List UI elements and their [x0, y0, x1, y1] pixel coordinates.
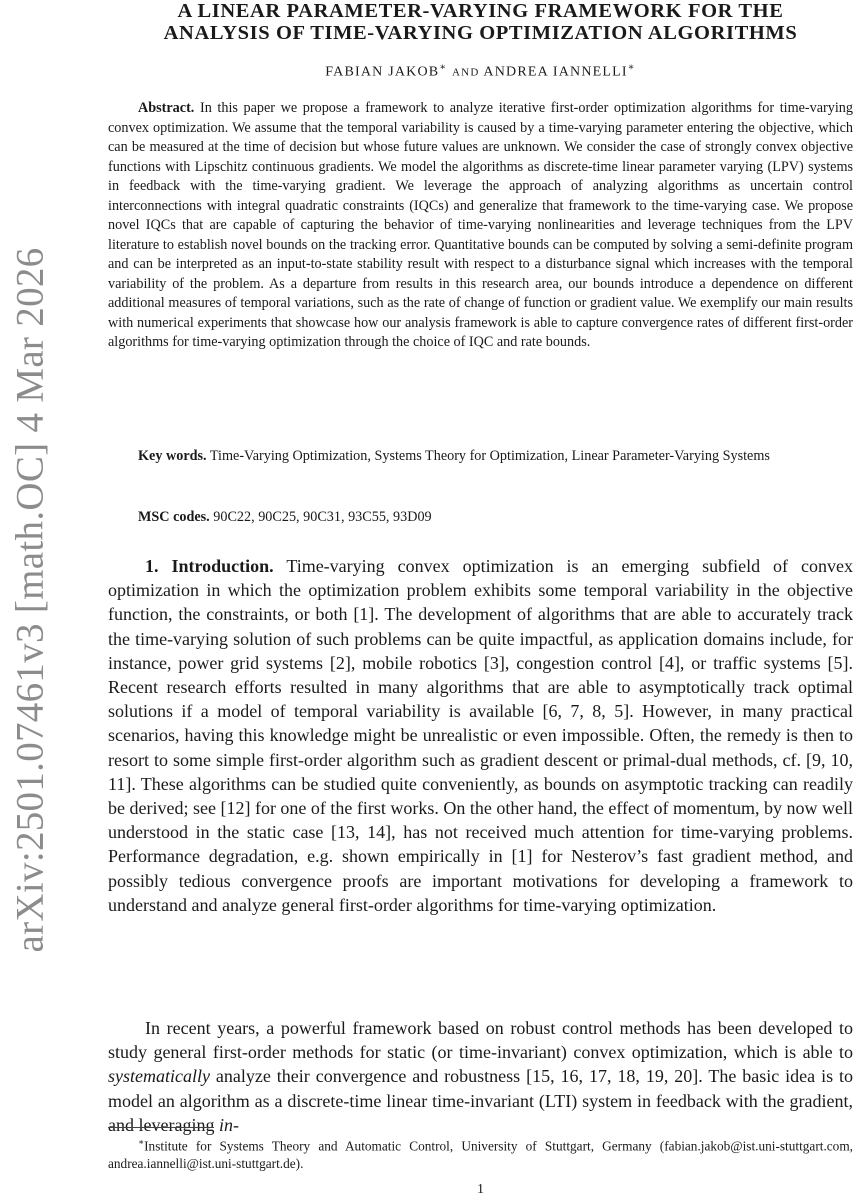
- author-line: [108, 62, 853, 81]
- author-1: FABIAN JAKOB: [325, 64, 440, 80]
- abstract-label: Abstract.: [138, 100, 195, 116]
- intro-para2-text-a: In recent years, a powerful framework based on robust control methods has been developed to study general first-order methods for static (or time-invariant) convex optimization, which is able to: [108, 1018, 853, 1063]
- author-2: ANDREA IANNELLI: [483, 64, 628, 80]
- introduction-paragraph-2: [108, 1016, 853, 1137]
- footnote-text: Institute for Systems Theory and Automatic Control, University of Stuttgart, Germany (fabian.jakob@ist.uni-stuttgart.com, andrea.iannelli@ist.uni-stuttgart.de).: [108, 1138, 853, 1172]
- msc-codes: [108, 508, 853, 528]
- section-heading: 1. Introduction.: [145, 556, 274, 576]
- intro-para1-text: Time-varying convex optimization is an emerging subfield of convex optimization in which the optimization problem exhibits some temporal variability in the objective function, the constraints, or both [1]. The development of algorithms that are able to accurately track the time-varying solution of such problems can be quite impactful, as application domains include, for instance, power grid systems [2], mobile robotics [3], congestion control [4], or traffic systems [5]. Recent research efforts resulted in many algorithms that are able to asymptotically track optimal solutions if a model of temporal variability is available [6, 7, 8, 5]. However, in many practical scenarios, having this knowledge might be unrealistic or even impossible. Often, the remedy is then to resort to some simple first-order algorithm such as gradient descent or primal-dual methods, cf. [9, 10, 11]. These algorithms can be studied quite conveniently, as bounds on asymptotic tracking can readily be derived; see [12] for one of the first works. On the other hand, the effect of momentum, by now well understood in the static case [13, 14], has not received much attention for time-varying problems. Performance degradation, e.g. shown empirically in [1] for Nesterov’s fast gradient method, and possibly tedious convergence proofs are important motivations for developing a framework to understand and analyze general first-order algorithms for time-varying optimization.: [108, 556, 853, 915]
- abstract-text: In this paper we propose a framework to analyze iterative first-order optimization algorithms for time-varying convex optimization. We assume that the temporal variability is caused by a time-varying parameter entering the objective, which can be measured at the time of decision but whose future values are unknown. We consider the case of strongly convex objective functions with Lipschitz continuous gradients. We model the algorithms as discrete-time linear parameter varying (LPV) systems in feedback with the time-varying gradient. We leverage the approach of analyzing algorithms as uncertain control interconnections with integral quadratic constraints (IQCs) and generalize that framework to the time-varying case. We propose novel IQCs that are capable of capturing the behavior of time-varying nonlinearities and leverage techniques from the LPV literature to establish novel bounds on the tracking error. Quantitative bounds can be computed by solving a semi-definite program and can be interpreted as an input-to-state stability result with respect to a disturbance signal which increases with the temporal variability of the problem. As a departure from results in this research area, our bounds introduce a dependence on different additional measures of temporal variations, such as the rate of change of function or gradient value. We exemplify our main results with numerical experiments that showcase how our analysis framework is able to capture convergence rates of different first-order algorithms for time-varying optimization through the choice of IQC and rate bounds.: [108, 100, 853, 350]
- intro-para2-text-b: analyze their convergence and robustness [15, 16, 17, 18, 19, 20]. The basic idea is to model an algorithm as a discrete-time linear time-invariant (LTI) system in feedback with the gradient, and leveraging: [108, 1066, 853, 1135]
- footnote: [108, 1133, 853, 1173]
- msc-label: MSC codes.: [138, 509, 210, 525]
- keywords-label: Key words.: [138, 448, 207, 464]
- title-line-1: A LINEAR PARAMETER-VARYING FRAMEWORK FOR THE: [177, 0, 784, 22]
- arxiv-stamp: [0, 0, 60, 1200]
- introduction-paragraph-1: [108, 554, 853, 917]
- page-number: 1: [477, 1182, 484, 1197]
- intro-para2-emphasis: systematically: [108, 1066, 210, 1087]
- msc-text: 90C22, 90C25, 90C31, 93C55, 93D09: [213, 509, 432, 525]
- author-separator: AND: [452, 66, 480, 79]
- paper-title: [108, 0, 853, 44]
- abstract: [108, 99, 853, 353]
- footnote-marker: ∗: [138, 1137, 145, 1147]
- affiliation-marker-2: ∗: [627, 62, 636, 73]
- title-line-2: ANALYSIS OF TIME-VARYING OPTIMIZATION ALGORITHMS: [163, 22, 798, 44]
- keywords: [108, 447, 853, 467]
- arxiv-identifier: arXiv:2501.07461v3 [math.OC] 4 Mar 2026: [8, 247, 52, 953]
- footnote-rule: [108, 1127, 214, 1128]
- keywords-text: Time-Varying Optimization, Systems Theory for Optimization, Linear Parameter-Varying Systems: [209, 448, 770, 464]
- intro-para2-emphasis-2: in-: [218, 1114, 239, 1135]
- affiliation-marker: ∗: [439, 62, 448, 73]
